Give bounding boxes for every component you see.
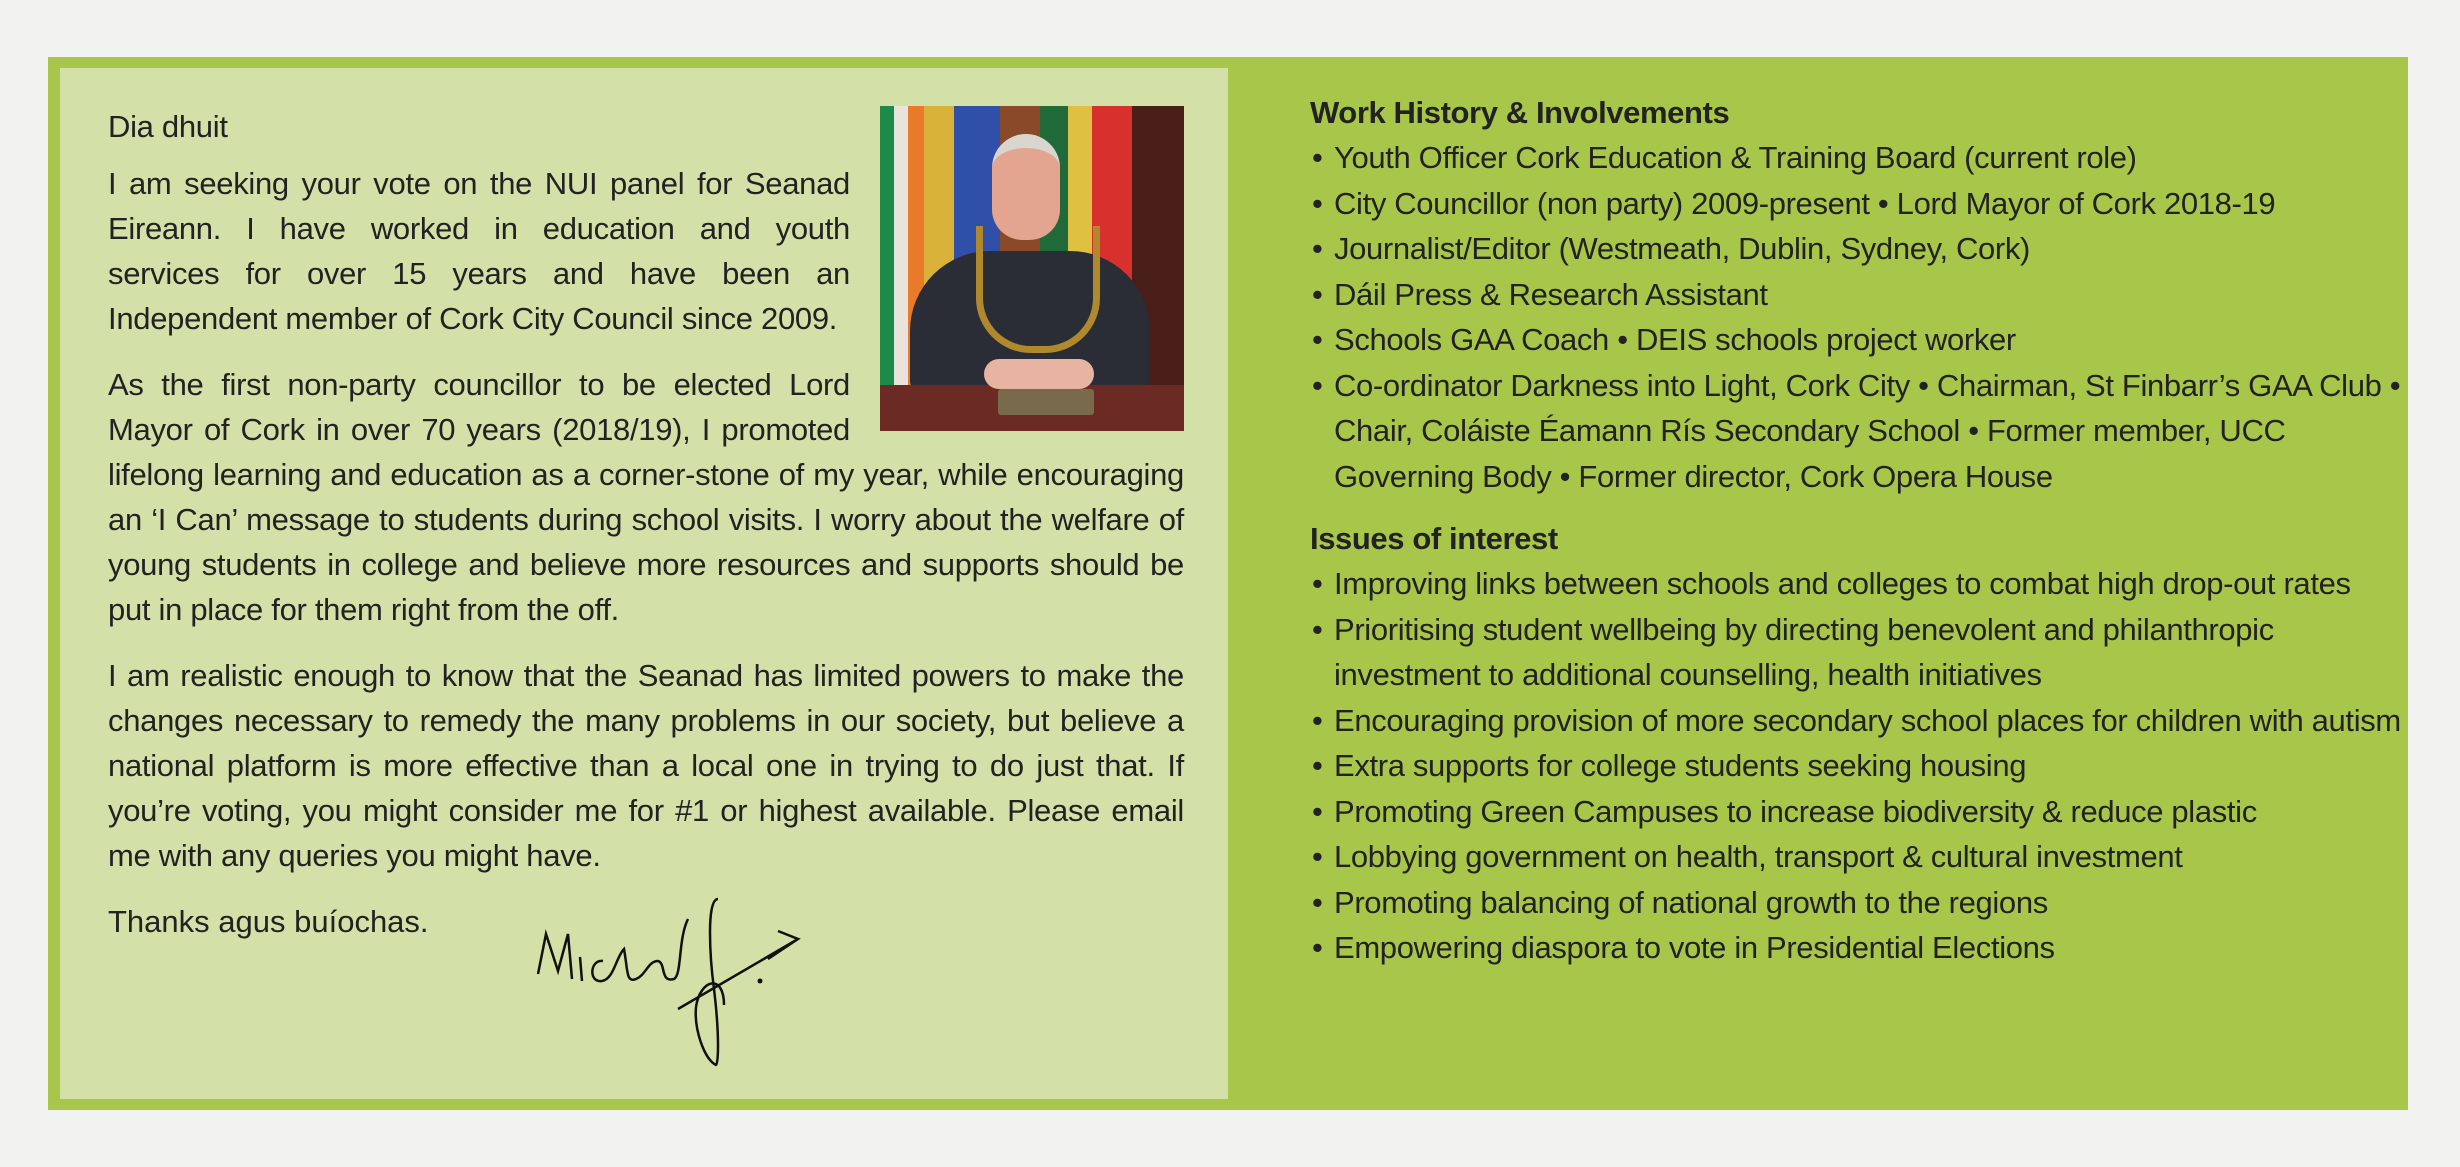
candidate-portrait (880, 106, 1184, 431)
list-item: • Dáil Press & Research Assistant (1310, 272, 2408, 318)
figure-hands (984, 359, 1094, 389)
list-item: • Schools GAA Coach • DEIS schools project worker (1310, 317, 2408, 363)
list-item: • Extra supports for college students seeking housing (1310, 743, 2408, 789)
list-item: • Promoting Green Campuses to increase biodiversity & reduce plastic (1310, 789, 2408, 835)
issues-heading: Issues of interest (1310, 521, 1558, 556)
list-item: • Co-ordinator Darkness into Light, Cork City • Chairman, St Finbarr’s GAA Club • Chair, Coláiste Éamann Rís Secondary School • Former member, UCC Governing Body • Former director, Cork Opera House (1310, 363, 2408, 500)
personal-message-panel (60, 68, 1228, 1099)
list-item: • Journalist/Editor (Westmeath, Dublin, Sydney, Cork) (1310, 226, 2408, 272)
list-item: • Encouraging provision of more secondary school places for children with autism (1310, 698, 2408, 744)
list-item: • Promoting balancing of national growth to the regions (1310, 880, 2408, 926)
work-history-heading: Work History & Involvements (1310, 95, 1730, 130)
list-item: • Empowering diaspora to vote in Presidential Elections (1310, 925, 2408, 971)
issues-list (1310, 561, 2408, 971)
credentials-panel (1270, 57, 2408, 1110)
leaflet-card (48, 57, 2408, 1110)
appeal-paragraph: I am realistic enough to know that the Seanad has limited powers to make the changes necessary to remedy the many problems in our society, but believe a national platform is more effective than a local one in trying to do just that. If you’re voting, you might consider me for #1 or highest available. Please email me with any queries you might have. (108, 658, 1184, 873)
list-item: • Prioritising student wellbeing by directing benevolent and philanthropic investment to additional counselling, health initiatives (1310, 607, 2408, 698)
work-history-list (1310, 135, 2408, 499)
figure-head (992, 134, 1060, 240)
signoff-text: Thanks agus buíochas. (108, 904, 429, 939)
flag-stripe (880, 106, 894, 431)
mayoral-chain (976, 226, 1100, 353)
list-item: • City Councillor (non party) 2009-present • Lord Mayor of Cork 2018-19 (1310, 181, 2408, 227)
signoff-row (108, 899, 1184, 1079)
list-item: • Lobbying government on health, transport & cultural investment (1310, 834, 2408, 880)
flag-stripe (894, 106, 908, 431)
book (998, 389, 1094, 415)
intro-paragraph: I am seeking your vote on the NUI panel for Seanad Eireann. I have worked in education and youth services for over 15 years and have been an Independent member of Cork City Council since 2009. (108, 166, 850, 336)
greeting: Dia dhuit (108, 109, 228, 144)
list-item: • Improving links between schools and colleges to combat high drop-out rates (1310, 561, 2408, 607)
lord-mayor-paragraph: As the first non-party councillor to be elected Lord Mayor of Cork in over 70 years (2018/19), I promoted lifelong learning and education as a corner-stone of my year, while encouraging an ‘I Can’ message to students during school visits. I worry about the welfare of young students in college and believe more resources and supports should be put in place for them right from the off. (108, 367, 1184, 627)
signature-icon (528, 879, 828, 1069)
list-item: • Youth Officer Cork Education & Training Board (current role) (1310, 135, 2408, 181)
